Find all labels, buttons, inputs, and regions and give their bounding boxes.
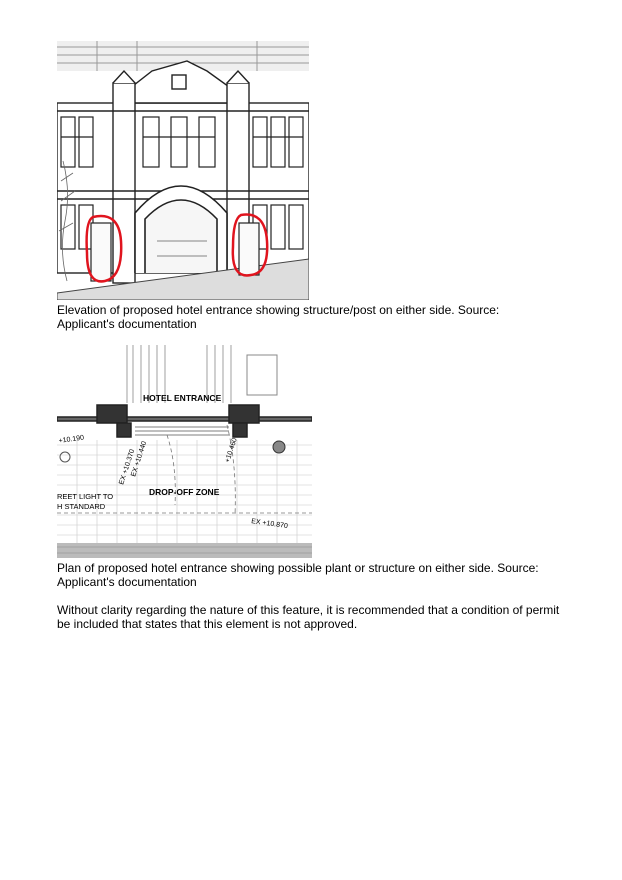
drop-off-zone-label: DROP-OFF ZONE	[149, 487, 220, 497]
plan-figure	[57, 345, 312, 558]
caption-line: Plan of proposed hotel entrance showing possible plant or structure on either side. Source:	[57, 561, 539, 575]
caption-line: Applicant's documentation	[57, 575, 197, 589]
plan-drawing	[57, 345, 312, 558]
hotel-entrance-label: HOTEL ENTRANCE	[143, 393, 222, 403]
paragraph-line: be included that states that this element is not approved.	[57, 617, 358, 631]
elevation-drawing	[57, 41, 309, 300]
level-label: EX +10.370	[118, 448, 137, 486]
level-label: EX +10.870	[250, 518, 289, 531]
level-label: EX +10.440	[130, 440, 149, 478]
street-light-label-2: H STANDARD	[57, 502, 106, 511]
caption-line: Applicant's documentation	[57, 317, 197, 331]
recommendation-paragraph	[57, 603, 577, 631]
street-light-label-1: REET LIGHT TO	[57, 492, 114, 501]
level-label: +10.190	[58, 434, 85, 445]
elevation-figure	[57, 41, 309, 300]
caption-line: Elevation of proposed hotel entrance showing structure/post on either side. Source:	[57, 303, 500, 317]
elevation-caption	[57, 303, 577, 331]
plan-caption	[57, 561, 577, 589]
paragraph-line: Without clarity regarding the nature of this feature, it is recommended that a condition of permit	[57, 603, 560, 617]
level-label: +10.460	[224, 437, 239, 464]
